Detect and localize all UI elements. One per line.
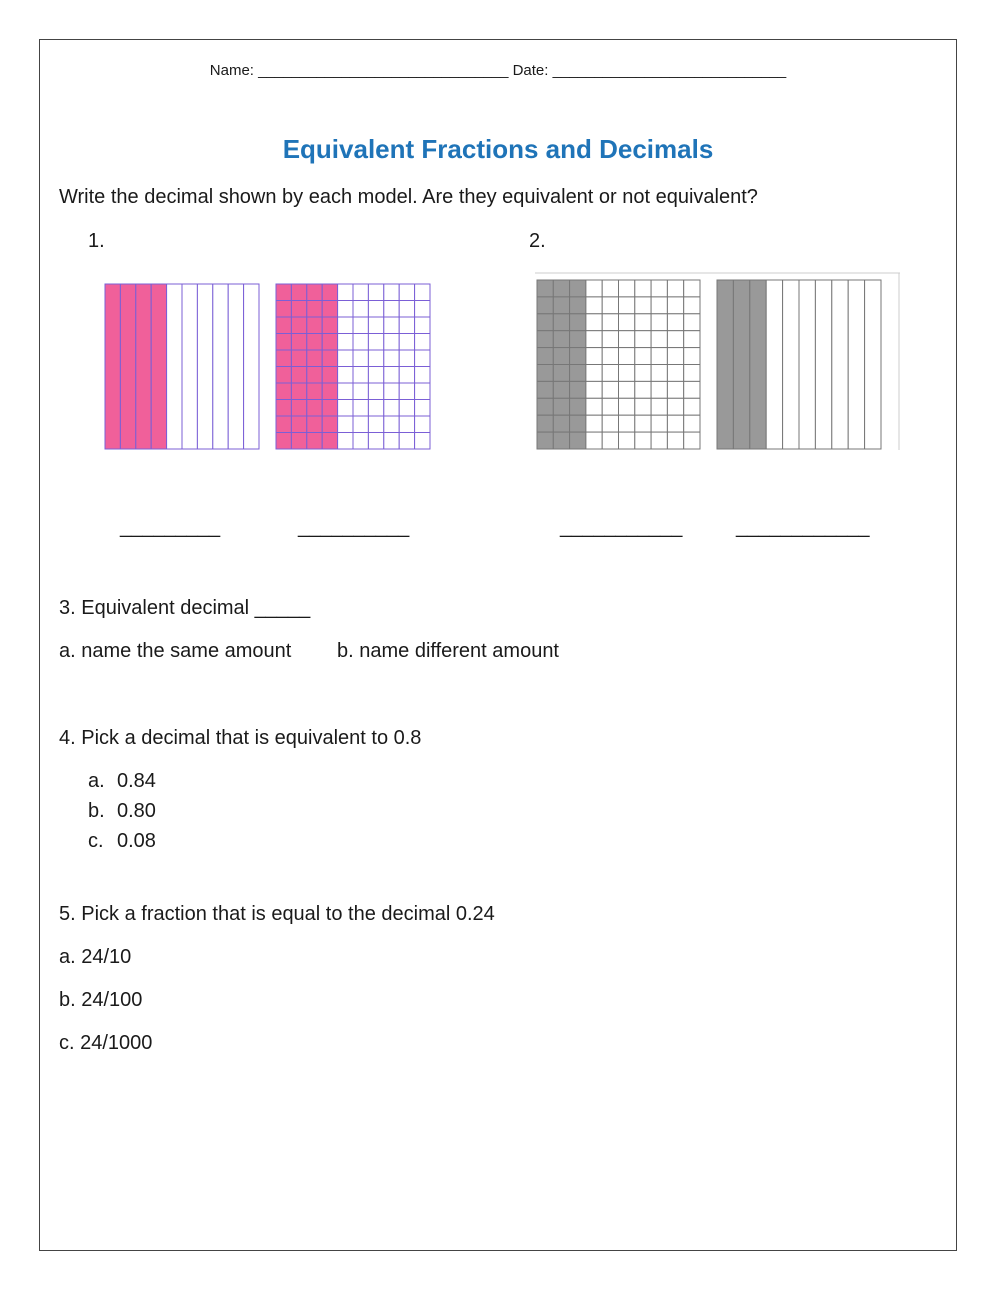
name-blank[interactable]: ______________________________ bbox=[258, 62, 509, 79]
empty-hundredth-cell bbox=[368, 400, 383, 417]
shaded-hundredth-cell bbox=[307, 301, 322, 318]
empty-hundredth-cell bbox=[619, 280, 635, 297]
empty-hundredth-cell bbox=[415, 334, 430, 351]
empty-hundredth-cell bbox=[415, 416, 430, 433]
empty-hundredth-cell bbox=[635, 415, 651, 432]
shaded-hundredth-cell bbox=[570, 415, 586, 432]
shaded-hundredth-cell bbox=[276, 433, 291, 450]
empty-hundredth-cell bbox=[602, 280, 618, 297]
shaded-hundredth-cell bbox=[322, 317, 337, 334]
shaded-hundredth-cell bbox=[291, 433, 306, 450]
empty-hundredth-cell bbox=[399, 284, 414, 301]
shaded-hundredth-cell bbox=[307, 367, 322, 384]
shaded-hundredth-cell bbox=[307, 433, 322, 450]
shaded-hundredth-cell bbox=[553, 348, 569, 365]
shaded-hundredth-cell bbox=[537, 365, 553, 382]
shaded-tenth-strip bbox=[151, 284, 166, 449]
shaded-tenth-strip bbox=[733, 280, 749, 449]
empty-hundredth-cell bbox=[399, 317, 414, 334]
shaded-hundredth-cell bbox=[291, 317, 306, 334]
empty-hundredth-cell bbox=[338, 301, 353, 318]
empty-hundredth-cell bbox=[353, 301, 368, 318]
empty-hundredth-cell bbox=[602, 331, 618, 348]
empty-hundredth-cell bbox=[684, 432, 700, 449]
shaded-hundredth-cell bbox=[276, 334, 291, 351]
model-1-hundredths bbox=[276, 284, 430, 449]
empty-hundredth-cell bbox=[384, 317, 399, 334]
shaded-hundredth-cell bbox=[322, 334, 337, 351]
empty-hundredth-cell bbox=[338, 284, 353, 301]
empty-hundredth-cell bbox=[651, 314, 667, 331]
answer-blank-1a[interactable]: _________ bbox=[120, 516, 221, 538]
empty-hundredth-cell bbox=[415, 301, 430, 318]
empty-hundredth-cell bbox=[586, 348, 602, 365]
empty-hundredth-cell bbox=[586, 432, 602, 449]
empty-hundredth-cell bbox=[368, 317, 383, 334]
empty-tenth-strip bbox=[244, 284, 259, 449]
answer-blank-2a[interactable]: ___________ bbox=[560, 516, 683, 538]
empty-tenth-strip bbox=[228, 284, 243, 449]
shaded-hundredth-cell bbox=[322, 383, 337, 400]
empty-hundredth-cell bbox=[338, 433, 353, 450]
shaded-hundredth-cell bbox=[553, 365, 569, 382]
q5-option-c[interactable]: c. 24/1000 bbox=[59, 1032, 153, 1054]
empty-hundredth-cell bbox=[399, 400, 414, 417]
empty-tenth-strip bbox=[167, 284, 182, 449]
shaded-hundredth-cell bbox=[537, 314, 553, 331]
question-3-option-b[interactable]: b. name different amount bbox=[337, 640, 559, 662]
empty-hundredth-cell bbox=[684, 314, 700, 331]
empty-hundredth-cell bbox=[684, 381, 700, 398]
question-4: 4. Pick a decimal that is equivalent to 0.8 bbox=[59, 727, 422, 749]
shaded-hundredth-cell bbox=[291, 400, 306, 417]
problem-2-number: 2. bbox=[529, 230, 546, 252]
shaded-hundredth-cell bbox=[537, 432, 553, 449]
date-label: Date: bbox=[512, 62, 549, 79]
shaded-tenth-strip bbox=[717, 280, 733, 449]
empty-hundredth-cell bbox=[651, 432, 667, 449]
empty-hundredth-cell bbox=[353, 433, 368, 450]
empty-hundredth-cell bbox=[651, 398, 667, 415]
shaded-hundredth-cell bbox=[537, 415, 553, 432]
empty-hundredth-cell bbox=[602, 297, 618, 314]
shaded-hundredth-cell bbox=[570, 432, 586, 449]
empty-hundredth-cell bbox=[651, 415, 667, 432]
empty-tenth-strip bbox=[832, 280, 848, 449]
empty-hundredth-cell bbox=[619, 314, 635, 331]
empty-hundredth-cell bbox=[353, 383, 368, 400]
empty-hundredth-cell bbox=[667, 314, 683, 331]
empty-hundredth-cell bbox=[684, 415, 700, 432]
empty-hundredth-cell bbox=[684, 348, 700, 365]
empty-hundredth-cell bbox=[635, 314, 651, 331]
empty-tenth-strip bbox=[815, 280, 831, 449]
empty-hundredth-cell bbox=[619, 381, 635, 398]
shaded-hundredth-cell bbox=[322, 367, 337, 384]
shaded-hundredth-cell bbox=[291, 334, 306, 351]
shaded-hundredth-cell bbox=[322, 433, 337, 450]
shaded-hundredth-cell bbox=[322, 350, 337, 367]
shaded-hundredth-cell bbox=[570, 365, 586, 382]
empty-hundredth-cell bbox=[586, 381, 602, 398]
empty-hundredth-cell bbox=[384, 383, 399, 400]
empty-hundredth-cell bbox=[368, 301, 383, 318]
empty-hundredth-cell bbox=[399, 433, 414, 450]
q5-option-b[interactable]: b. 24/100 bbox=[59, 989, 143, 1011]
empty-hundredth-cell bbox=[602, 314, 618, 331]
shaded-hundredth-cell bbox=[553, 398, 569, 415]
q5-option-a[interactable]: a. 24/10 bbox=[59, 946, 132, 968]
shaded-hundredth-cell bbox=[291, 301, 306, 318]
empty-hundredth-cell bbox=[635, 297, 651, 314]
empty-tenth-strip bbox=[182, 284, 197, 449]
empty-hundredth-cell bbox=[619, 365, 635, 382]
empty-hundredth-cell bbox=[667, 415, 683, 432]
empty-hundredth-cell bbox=[586, 314, 602, 331]
shaded-hundredth-cell bbox=[537, 331, 553, 348]
shaded-hundredth-cell bbox=[553, 331, 569, 348]
shaded-hundredth-cell bbox=[276, 301, 291, 318]
empty-hundredth-cell bbox=[586, 398, 602, 415]
empty-tenth-strip bbox=[783, 280, 799, 449]
empty-hundredth-cell bbox=[338, 416, 353, 433]
empty-hundredth-cell bbox=[353, 367, 368, 384]
empty-hundredth-cell bbox=[651, 331, 667, 348]
empty-hundredth-cell bbox=[368, 334, 383, 351]
shaded-hundredth-cell bbox=[291, 367, 306, 384]
shaded-hundredth-cell bbox=[570, 381, 586, 398]
empty-hundredth-cell bbox=[384, 433, 399, 450]
empty-hundredth-cell bbox=[368, 433, 383, 450]
shaded-tenth-strip bbox=[136, 284, 151, 449]
empty-hundredth-cell bbox=[415, 433, 430, 450]
shaded-hundredth-cell bbox=[322, 416, 337, 433]
shaded-hundredth-cell bbox=[553, 280, 569, 297]
q4-option-a[interactable]: 0.84 bbox=[117, 770, 156, 792]
shaded-hundredth-cell bbox=[570, 331, 586, 348]
empty-hundredth-cell bbox=[384, 416, 399, 433]
shaded-hundredth-cell bbox=[570, 314, 586, 331]
answer-blank-2b[interactable]: ____________ bbox=[736, 516, 870, 538]
empty-hundredth-cell bbox=[399, 334, 414, 351]
empty-hundredth-cell bbox=[368, 416, 383, 433]
shaded-hundredth-cell bbox=[553, 297, 569, 314]
shaded-hundredth-cell bbox=[276, 400, 291, 417]
shaded-hundredth-cell bbox=[537, 348, 553, 365]
empty-tenth-strip bbox=[848, 280, 864, 449]
shaded-hundredth-cell bbox=[291, 383, 306, 400]
shaded-hundredth-cell bbox=[307, 400, 322, 417]
empty-hundredth-cell bbox=[619, 415, 635, 432]
shaded-hundredth-cell bbox=[322, 284, 337, 301]
empty-hundredth-cell bbox=[384, 400, 399, 417]
empty-hundredth-cell bbox=[399, 301, 414, 318]
model-1-tenths bbox=[105, 284, 259, 449]
empty-hundredth-cell bbox=[635, 381, 651, 398]
question-3-option-a[interactable]: a. name the same amount bbox=[59, 640, 292, 662]
page-title: Equivalent Fractions and Decimals bbox=[282, 134, 714, 164]
empty-hundredth-cell bbox=[619, 297, 635, 314]
shaded-hundredth-cell bbox=[537, 280, 553, 297]
answer-blank-1b[interactable]: __________ bbox=[298, 516, 410, 538]
empty-hundredth-cell bbox=[415, 367, 430, 384]
empty-hundredth-cell bbox=[338, 350, 353, 367]
empty-hundredth-cell bbox=[353, 284, 368, 301]
shaded-hundredth-cell bbox=[291, 416, 306, 433]
q4-option-b-letter: b. bbox=[88, 800, 105, 822]
shaded-hundredth-cell bbox=[307, 350, 322, 367]
shaded-hundredth-cell bbox=[322, 301, 337, 318]
empty-hundredth-cell bbox=[667, 280, 683, 297]
empty-hundredth-cell bbox=[338, 317, 353, 334]
empty-hundredth-cell bbox=[368, 367, 383, 384]
shaded-hundredth-cell bbox=[553, 381, 569, 398]
empty-tenth-strip bbox=[865, 280, 881, 449]
empty-hundredth-cell bbox=[353, 334, 368, 351]
question-3: 3. Equivalent decimal _____ bbox=[59, 597, 311, 619]
empty-hundredth-cell bbox=[651, 280, 667, 297]
question-5: 5. Pick a fraction that is equal to the decimal 0.24 bbox=[59, 903, 495, 925]
empty-hundredth-cell bbox=[602, 398, 618, 415]
name-label: Name: bbox=[209, 62, 254, 79]
empty-hundredth-cell bbox=[338, 400, 353, 417]
empty-hundredth-cell bbox=[602, 415, 618, 432]
shaded-hundredth-cell bbox=[307, 317, 322, 334]
empty-hundredth-cell bbox=[684, 297, 700, 314]
empty-tenth-strip bbox=[197, 284, 212, 449]
empty-hundredth-cell bbox=[651, 381, 667, 398]
model-2-hundredths bbox=[537, 280, 700, 449]
empty-hundredth-cell bbox=[399, 416, 414, 433]
empty-hundredth-cell bbox=[651, 297, 667, 314]
empty-hundredth-cell bbox=[619, 398, 635, 415]
q4-option-b[interactable]: 0.80 bbox=[117, 800, 156, 822]
empty-hundredth-cell bbox=[684, 280, 700, 297]
empty-tenth-strip bbox=[799, 280, 815, 449]
empty-hundredth-cell bbox=[368, 350, 383, 367]
empty-hundredth-cell bbox=[684, 365, 700, 382]
empty-hundredth-cell bbox=[586, 331, 602, 348]
empty-hundredth-cell bbox=[635, 365, 651, 382]
shaded-hundredth-cell bbox=[570, 398, 586, 415]
empty-hundredth-cell bbox=[384, 284, 399, 301]
shaded-tenth-strip bbox=[120, 284, 135, 449]
problem-1-number: 1. bbox=[88, 230, 105, 252]
empty-hundredth-cell bbox=[635, 331, 651, 348]
empty-hundredth-cell bbox=[586, 415, 602, 432]
shaded-tenth-strip bbox=[750, 280, 766, 449]
shaded-hundredth-cell bbox=[276, 350, 291, 367]
shaded-hundredth-cell bbox=[553, 415, 569, 432]
empty-hundredth-cell bbox=[619, 432, 635, 449]
empty-hundredth-cell bbox=[338, 367, 353, 384]
empty-hundredth-cell bbox=[667, 348, 683, 365]
shaded-hundredth-cell bbox=[276, 367, 291, 384]
empty-hundredth-cell bbox=[602, 365, 618, 382]
shaded-hundredth-cell bbox=[276, 284, 291, 301]
empty-hundredth-cell bbox=[651, 348, 667, 365]
empty-hundredth-cell bbox=[586, 297, 602, 314]
empty-hundredth-cell bbox=[384, 301, 399, 318]
empty-hundredth-cell bbox=[619, 348, 635, 365]
shaded-hundredth-cell bbox=[553, 314, 569, 331]
empty-hundredth-cell bbox=[667, 432, 683, 449]
empty-hundredth-cell bbox=[651, 365, 667, 382]
empty-hundredth-cell bbox=[415, 383, 430, 400]
model-2-tenths bbox=[717, 280, 881, 449]
empty-hundredth-cell bbox=[602, 381, 618, 398]
shaded-hundredth-cell bbox=[537, 381, 553, 398]
empty-hundredth-cell bbox=[667, 297, 683, 314]
shaded-hundredth-cell bbox=[307, 416, 322, 433]
empty-hundredth-cell bbox=[635, 398, 651, 415]
empty-hundredth-cell bbox=[602, 432, 618, 449]
empty-tenth-strip bbox=[213, 284, 228, 449]
empty-hundredth-cell bbox=[667, 398, 683, 415]
empty-hundredth-cell bbox=[586, 365, 602, 382]
empty-hundredth-cell bbox=[684, 331, 700, 348]
shaded-hundredth-cell bbox=[276, 383, 291, 400]
empty-hundredth-cell bbox=[667, 365, 683, 382]
empty-hundredth-cell bbox=[415, 317, 430, 334]
empty-hundredth-cell bbox=[399, 367, 414, 384]
empty-hundredth-cell bbox=[368, 284, 383, 301]
empty-hundredth-cell bbox=[353, 317, 368, 334]
empty-hundredth-cell bbox=[684, 398, 700, 415]
shaded-hundredth-cell bbox=[291, 284, 306, 301]
empty-hundredth-cell bbox=[353, 416, 368, 433]
empty-hundredth-cell bbox=[667, 331, 683, 348]
empty-hundredth-cell bbox=[399, 350, 414, 367]
empty-hundredth-cell bbox=[384, 334, 399, 351]
empty-hundredth-cell bbox=[338, 334, 353, 351]
shaded-hundredth-cell bbox=[553, 432, 569, 449]
shaded-hundredth-cell bbox=[307, 383, 322, 400]
shaded-tenth-strip bbox=[105, 284, 120, 449]
shaded-hundredth-cell bbox=[291, 350, 306, 367]
empty-hundredth-cell bbox=[353, 350, 368, 367]
q4-option-c-letter: c. bbox=[88, 830, 104, 852]
empty-tenth-strip bbox=[766, 280, 782, 449]
empty-hundredth-cell bbox=[635, 432, 651, 449]
empty-hundredth-cell bbox=[635, 348, 651, 365]
shaded-hundredth-cell bbox=[307, 284, 322, 301]
empty-hundredth-cell bbox=[667, 381, 683, 398]
empty-hundredth-cell bbox=[384, 367, 399, 384]
empty-hundredth-cell bbox=[384, 350, 399, 367]
shaded-hundredth-cell bbox=[307, 334, 322, 351]
instructions: Write the decimal shown by each model. Are they equivalent or not equivalent? bbox=[59, 186, 758, 208]
shaded-hundredth-cell bbox=[537, 398, 553, 415]
date-blank[interactable]: ____________________________ bbox=[552, 62, 787, 79]
empty-hundredth-cell bbox=[338, 383, 353, 400]
q4-option-a-letter: a. bbox=[88, 770, 105, 792]
shaded-hundredth-cell bbox=[276, 317, 291, 334]
empty-hundredth-cell bbox=[415, 350, 430, 367]
shaded-hundredth-cell bbox=[322, 400, 337, 417]
empty-hundredth-cell bbox=[415, 400, 430, 417]
empty-hundredth-cell bbox=[602, 348, 618, 365]
empty-hundredth-cell bbox=[635, 280, 651, 297]
q4-option-c[interactable]: 0.08 bbox=[117, 830, 156, 852]
shaded-hundredth-cell bbox=[537, 297, 553, 314]
shaded-hundredth-cell bbox=[570, 280, 586, 297]
empty-hundredth-cell bbox=[353, 400, 368, 417]
shaded-hundredth-cell bbox=[276, 416, 291, 433]
empty-hundredth-cell bbox=[399, 383, 414, 400]
shaded-hundredth-cell bbox=[570, 348, 586, 365]
empty-hundredth-cell bbox=[586, 280, 602, 297]
empty-hundredth-cell bbox=[415, 284, 430, 301]
empty-hundredth-cell bbox=[368, 383, 383, 400]
shaded-hundredth-cell bbox=[570, 297, 586, 314]
empty-hundredth-cell bbox=[619, 331, 635, 348]
